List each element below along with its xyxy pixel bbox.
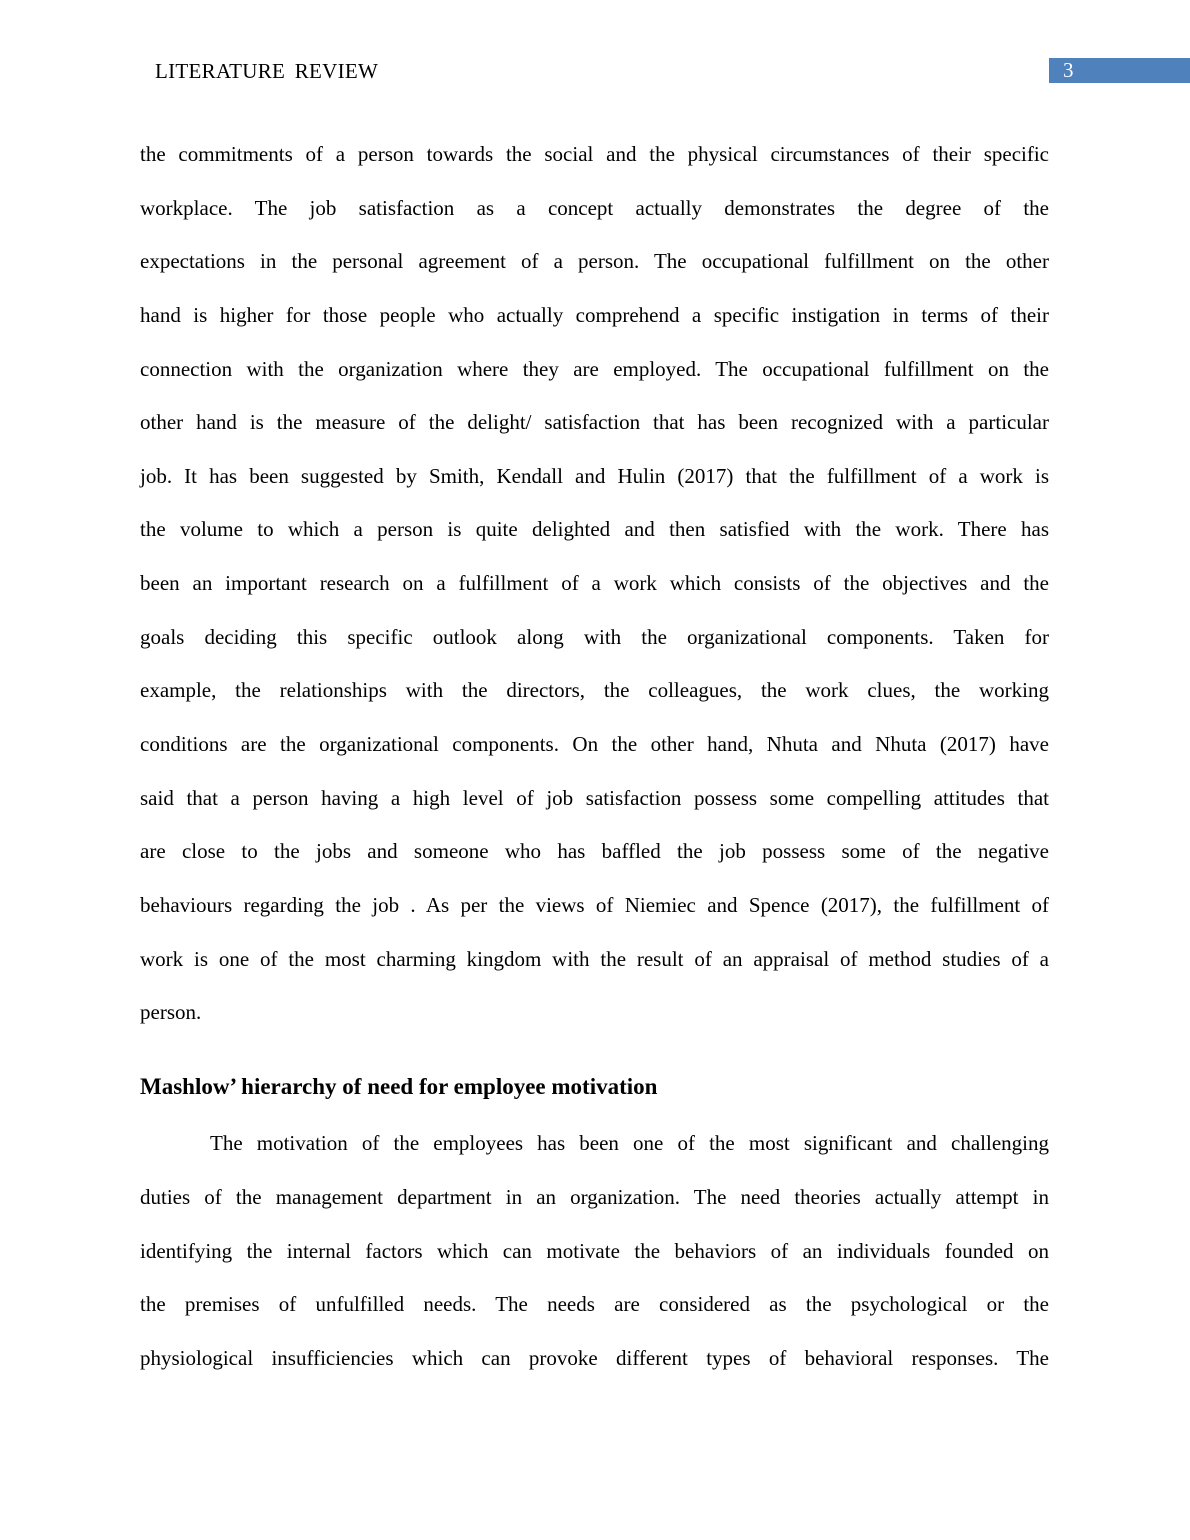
page-number: 3 — [1063, 58, 1074, 82]
text-line: hand is higher for those people who actually comprehend a specific instigation in terms of their — [140, 303, 1049, 327]
text-line: behaviours regarding the job . As per the views of Niemiec and Spence (2017), the fulfillment of — [140, 893, 1049, 917]
text-line: said that a person having a high level of job satisfaction possess some compelling attitudes that — [140, 786, 1049, 810]
text-line: job. It has been suggested by Smith, Kendall and Hulin (2017) that the fulfillment of a work is — [140, 464, 1049, 488]
text-line: connection with the organization where they are employed. The occupational fulfillment on the — [140, 357, 1049, 381]
text-line: duties of the management department in an organization. The need theories actually attempt in — [140, 1185, 1049, 1209]
page-number-box — [1049, 58, 1190, 83]
text-line: The motivation of the employees has been one of the most significant and challenging — [210, 1131, 1049, 1155]
text-line: expectations in the personal agreement of a person. The occupational fulfillment on the other — [140, 249, 1049, 273]
text-line: are close to the jobs and someone who has baffled the job possess some of the negative — [140, 839, 1049, 863]
text-line: the volume to which a person is quite delighted and then satisfied with the work. There has — [140, 517, 1049, 541]
text-line: example, the relationships with the directors, the colleagues, the work clues, the working — [140, 678, 1049, 702]
text-line: the commitments of a person towards the social and the physical circumstances of their specific — [140, 142, 1049, 166]
text-line: conditions are the organizational components. On the other hand, Nhuta and Nhuta (2017) have — [140, 732, 1049, 756]
text-line: other hand is the measure of the delight/ satisfaction that has been recognized with a particular — [140, 410, 1049, 434]
running-head: LITERATURE REVIEW — [155, 59, 379, 83]
text-line: the premises of unfulfilled needs. The needs are considered as the psychological or the — [140, 1292, 1049, 1316]
text-line: work is one of the most charming kingdom with the result of an appraisal of method studies of a — [140, 947, 1049, 971]
text-line: person. — [140, 1000, 202, 1024]
text-line: physiological insufficiencies which can provoke different types of behavioral responses. The — [140, 1346, 1049, 1370]
text-line: workplace. The job satisfaction as a concept actually demonstrates the degree of the — [140, 196, 1049, 220]
section-heading: Mashlow’ hierarchy of need for employee motivation — [140, 1074, 658, 1099]
text-line: goals deciding this specific outlook along with the organizational components. Taken for — [140, 625, 1049, 649]
text-line: identifying the internal factors which can motivate the behaviors of an individuals founded on — [140, 1239, 1049, 1263]
text-line: been an important research on a fulfillment of a work which consists of the objectives and the — [140, 571, 1049, 595]
